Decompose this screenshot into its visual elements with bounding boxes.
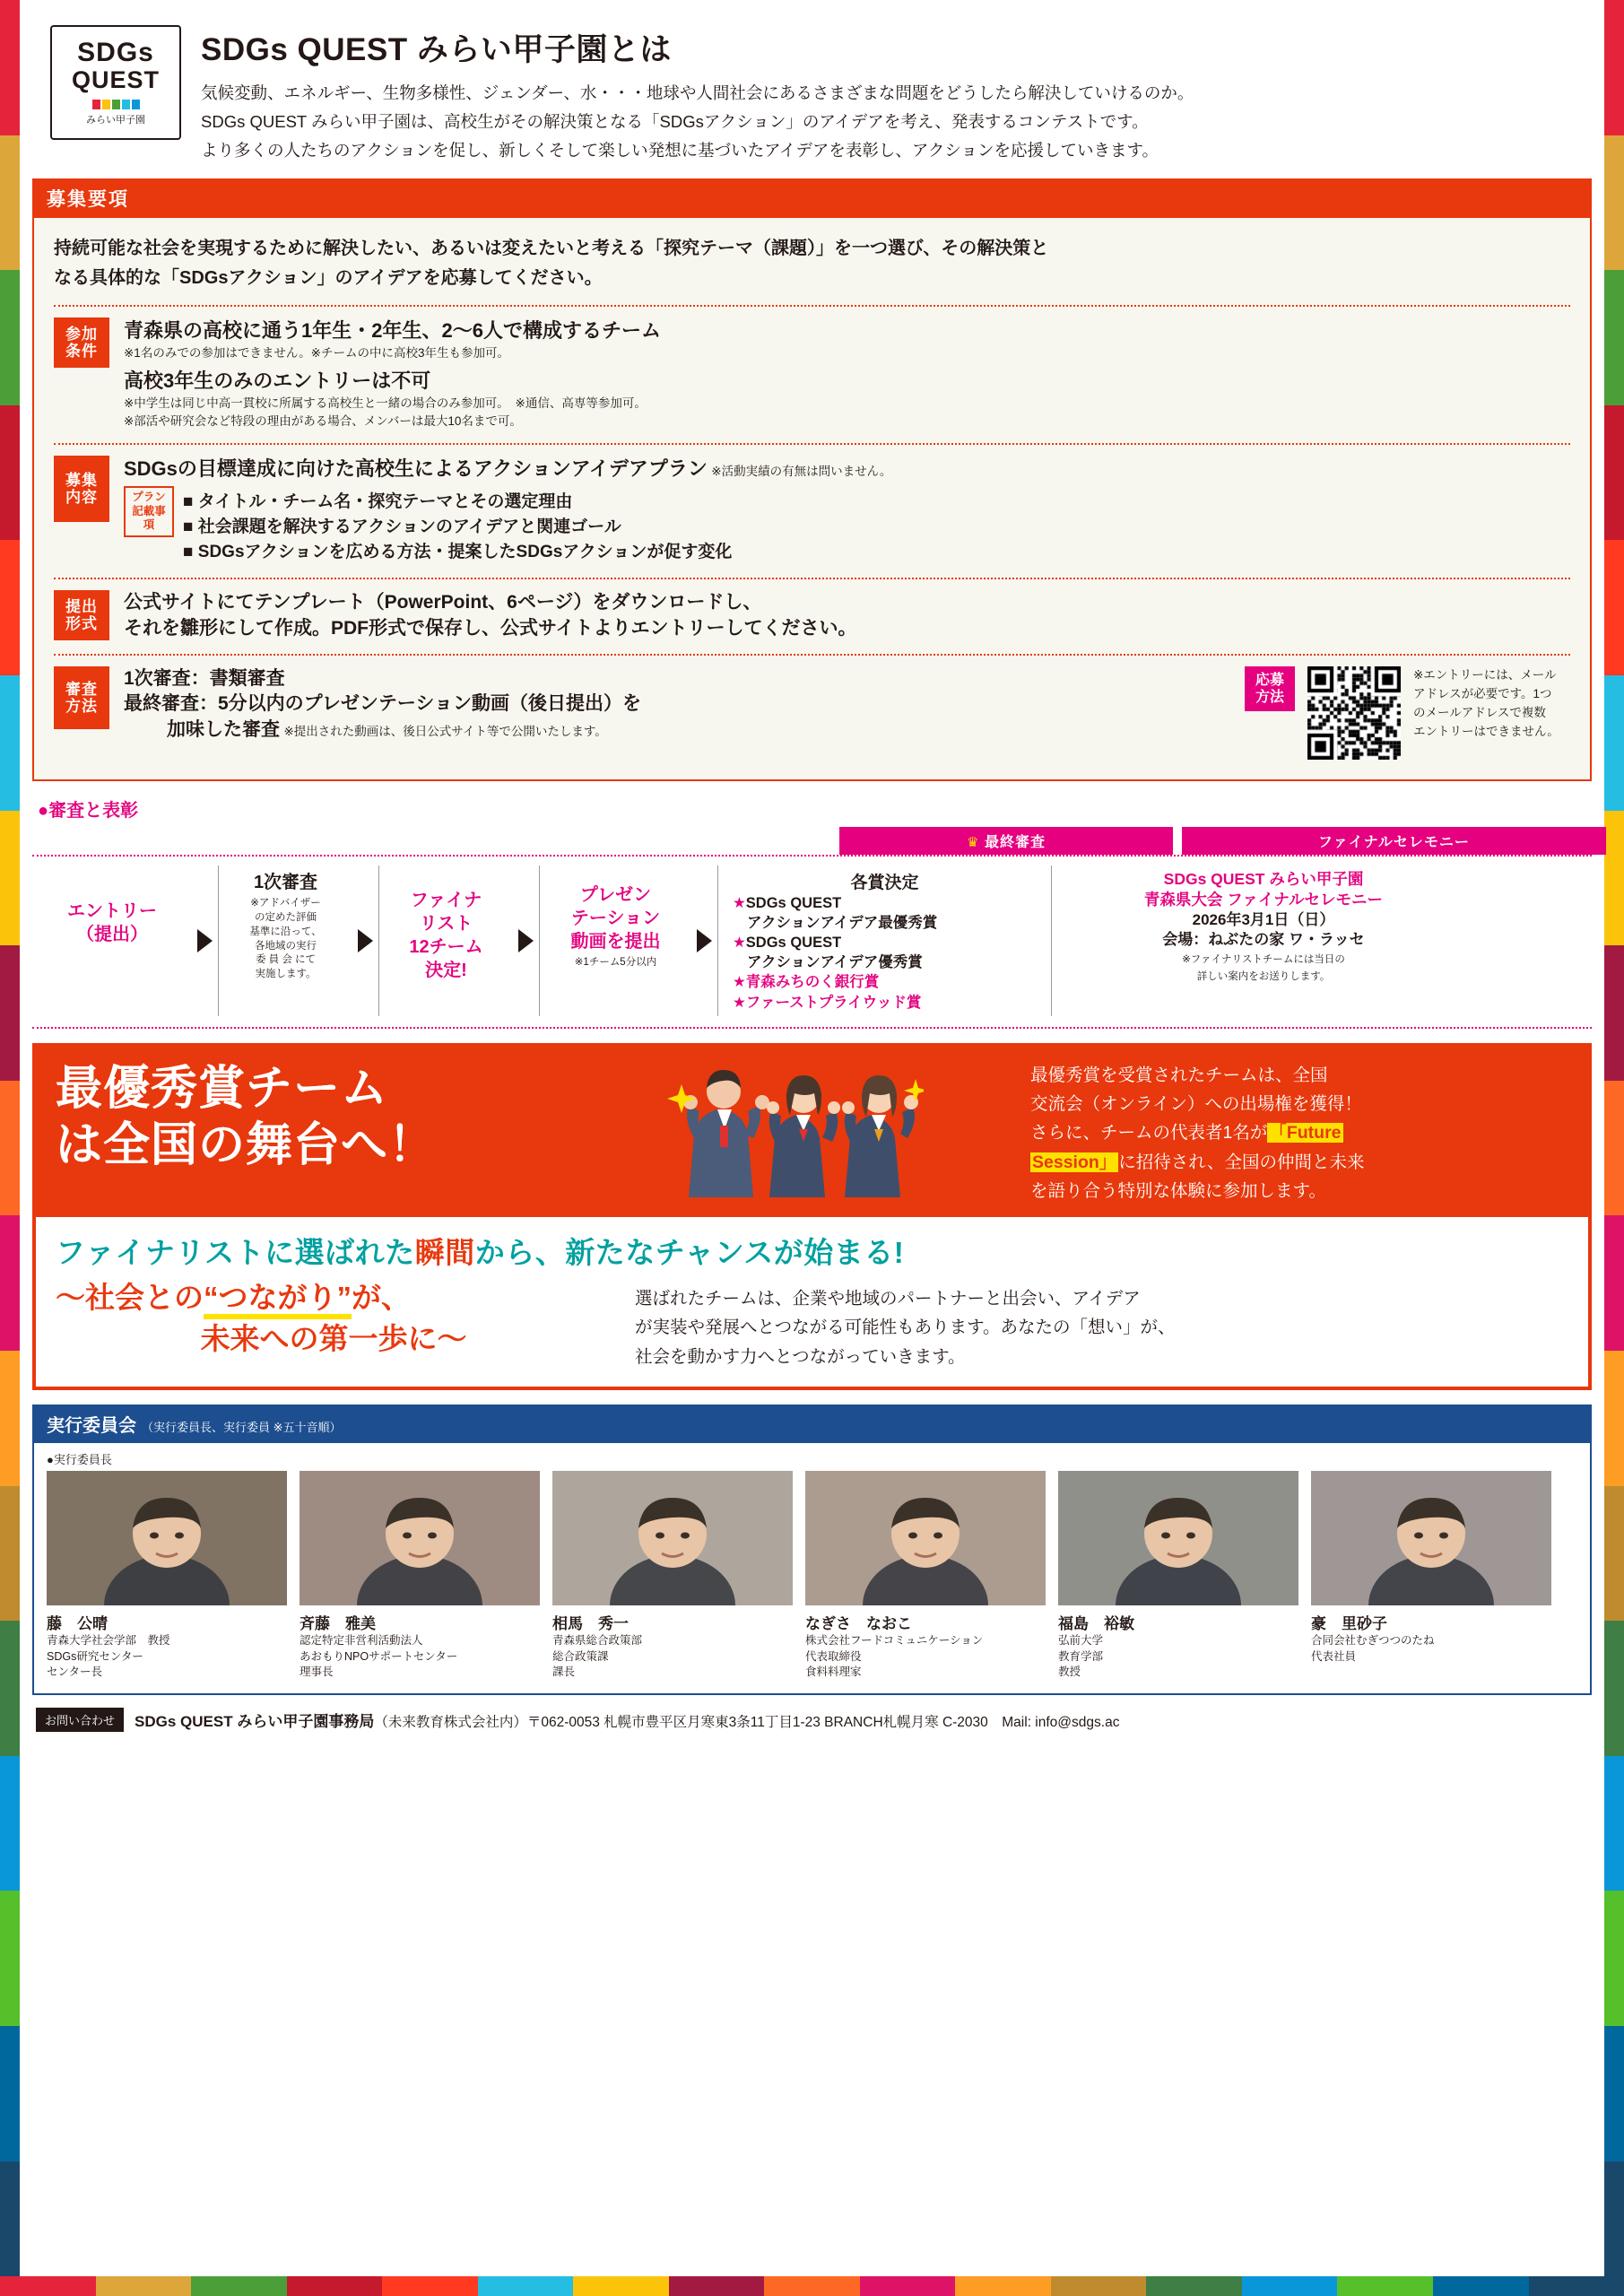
logo-color-bar (132, 100, 140, 109)
judging-line-2: 最終審査：5分以内のプレゼンテーション動画（後日提出）を (124, 693, 641, 715)
divider-dotted-4 (54, 654, 1570, 656)
committee-member-title (47, 1633, 287, 1681)
footer-address: （未来教育株式会社内）〒062-0053 札幌市豊平区月寒東3条11丁目1-23 BRANCH札幌月寒 C-2030 Mail: info@sdgs.ac (374, 1715, 1120, 1730)
committee-member-title-line: 教授 (1058, 1665, 1081, 1679)
logo-sdgs-text: SDGs (77, 38, 154, 68)
color-block (1604, 1621, 1624, 1756)
color-block (0, 405, 20, 541)
avatar (1311, 1471, 1551, 1605)
participation-note-2: ※中学生は同じ中高一貫校に所属する高校生と一緒の場合のみ参加可。 ※通信、高専等参加可。 (124, 396, 647, 410)
tag-content (54, 456, 109, 522)
committee-member-name: 相馬 秀一 (552, 1614, 629, 1632)
flow-step-entry-line-2: （提出） (76, 925, 148, 945)
note-line: 各地域の実行 (255, 940, 317, 952)
application-method-tag (1245, 666, 1295, 711)
color-block (0, 540, 20, 675)
tag-format (54, 590, 109, 640)
color-block (0, 1351, 20, 1486)
committee-member-name: 斉藤 雅美 (300, 1614, 376, 1632)
promo-bottom-headline-emphasis: 瞬間 (414, 1235, 475, 1269)
content-bullet-list (183, 490, 732, 565)
row-participation (54, 317, 1570, 430)
color-block (1604, 945, 1624, 1081)
award-item-label: 青森みちのく銀行賞 (745, 974, 880, 991)
award-item-sublabel: アクションアイデア優秀賞 (747, 954, 923, 971)
flow-step-finalists-line-4: 決定! (425, 961, 467, 981)
requirements-lead (54, 234, 1570, 292)
flow-step-presentation (539, 865, 691, 1016)
award-item (733, 893, 1042, 933)
color-block (1604, 270, 1624, 405)
star-icon: ★ (733, 935, 746, 952)
avatar (47, 1471, 287, 1605)
color-block (1604, 540, 1624, 675)
committee-member-title-line: 理事長 (300, 1665, 334, 1679)
flow-step-first-screening-note (226, 897, 345, 982)
committee-member-title-line: 食料料理家 (805, 1665, 862, 1679)
content-head: SDGsの目標達成に向けた高校生によるアクションアイデアプラン (124, 457, 708, 481)
divider-dotted-2 (54, 443, 1570, 445)
color-block (0, 1891, 20, 2026)
arrow-icon (197, 929, 213, 952)
arrow-icon (697, 929, 712, 952)
avatar (1058, 1471, 1298, 1605)
flow-step-presentation-line-2: テーション (570, 909, 661, 929)
footer-contact-text (135, 1709, 1119, 1731)
color-block (0, 675, 20, 811)
flow-step-finalists-line-1: ファイナ (410, 891, 482, 911)
row-content (54, 456, 1570, 565)
qr-note-line-1: ※エントリーには、メール (1413, 668, 1557, 683)
committee-member-title-line: 青森県総合政策部 (552, 1633, 643, 1647)
header-desc-line-2: SDGs QUEST みらい甲子園は、高校生がその解決策となる「SDGsアクション」のアイデアを考え、発表するコンテストです。 (201, 111, 1149, 131)
note-line: 実施します。 (255, 969, 317, 980)
color-block (0, 1756, 20, 1892)
ceremony-line-2: 青森県大会 ファイナルセレモニー (1143, 890, 1384, 909)
color-block (0, 1215, 20, 1351)
awards-list (727, 893, 1042, 1013)
color-block (1604, 1486, 1624, 1622)
color-block (1604, 1891, 1624, 2026)
committee-member-title (1311, 1633, 1551, 1665)
tag-judging-line-1: 審査 (65, 680, 98, 698)
color-block (0, 1621, 20, 1756)
logo-color-bar (112, 100, 120, 109)
color-block (1604, 405, 1624, 541)
logo (50, 25, 181, 140)
color-block (0, 0, 20, 135)
color-block (0, 945, 20, 1081)
color-block (1604, 811, 1624, 946)
committee-member-title-line: 課長 (552, 1665, 576, 1679)
header (32, 0, 1592, 178)
promo-bottom-headline (56, 1230, 1568, 1272)
committee-member (552, 1471, 793, 1681)
requirements-lead-line-2: なる具体的な「SDGsアクション」のアイデアを応募してください。 (54, 267, 603, 288)
ceremony-note-2: 詳しい案内をお送りします。 (1196, 970, 1331, 982)
committee-member-title-line: 弘前大学 (1058, 1633, 1104, 1647)
award-item-label: SDGs QUEST (745, 935, 842, 952)
qr-note-line-3: のメールアドレスで複数 (1413, 705, 1546, 719)
committee-chair-label: ●実行委員長 (47, 1452, 112, 1466)
list-item: ■ SDGsアクションを広める方法・提案したSDGsアクションが促す変化 (183, 540, 732, 565)
divider-dotted (54, 305, 1570, 307)
promo-subhead-underlined: “つながり” (204, 1281, 352, 1319)
promo-bottom (36, 1217, 1588, 1387)
list-item: ■ 社会課題を解決するアクションのアイデアと関連ゴール (183, 515, 732, 540)
committee-subtitle: （実行委員長、実行委員 ※五十音順） (142, 1420, 342, 1434)
promo-bottom-subhead-line-2: 未来への第一歩に〜 (200, 1321, 467, 1355)
committee-member (47, 1471, 287, 1681)
note-line: ※アドバイザー (250, 898, 321, 909)
committee-member-title-line: 合同会社むぎつつのたね (1311, 1633, 1435, 1647)
application-method-line-2: 方法 (1255, 690, 1284, 706)
star-icon: ★ (733, 974, 746, 991)
row-judging-method (54, 666, 1570, 760)
committee-member-name: 藤 公晴 (47, 1614, 108, 1632)
committee-member-title-line: センター長 (47, 1665, 103, 1679)
color-block (1604, 0, 1624, 135)
color-block (1604, 1351, 1624, 1486)
application-method-line-1: 応募 (1255, 673, 1284, 689)
promo-subhead-a: 〜社会との (56, 1280, 204, 1314)
promo-right-line-2: 交流会（オンライン）への出場権を獲得！ (1030, 1094, 1362, 1115)
committee-members (47, 1471, 1577, 1681)
ceremony-block (1051, 865, 1475, 1016)
promo-bottom-headline-c: から、新たなチャンスが始まる! (474, 1235, 905, 1269)
committee-member-title (1058, 1633, 1298, 1681)
committee-member (1058, 1471, 1298, 1681)
contact-tag: お問い合わせ (36, 1708, 124, 1732)
requirements-lead-line-1: 持続可能な社会を実現するために解決したい、あるいは変えたいと考える「探究テーマ（課題）」を一つ選び、その解決策と (54, 239, 1049, 259)
color-block (1604, 1081, 1624, 1216)
arrow-icon (518, 929, 534, 952)
promo-bottom-body (56, 1277, 1568, 1372)
color-block (0, 811, 20, 946)
committee-body (32, 1443, 1592, 1695)
flow-step-first-screening-label: 1次審査 (253, 873, 318, 893)
flow-step-first-screening (218, 865, 352, 1016)
plan-items-tag-line-2: 記載事項 (132, 504, 166, 532)
tag-content-line-2: 内容 (65, 489, 98, 507)
tag-format-line-2: 形式 (65, 615, 98, 633)
row-content-body (124, 456, 1570, 565)
committee-member-title-line: 認定特定非営利活動法人 (300, 1633, 423, 1647)
tag-format-line-1: 提出 (65, 597, 98, 615)
judging-flow (32, 855, 1592, 1029)
award-item (733, 993, 1042, 1013)
participation-head-1: 青森県の高校に通う1年生・2年生、2〜6人で構成するチーム (124, 319, 661, 343)
committee-member (300, 1471, 540, 1681)
plan-items-tag-line-1: プラン (132, 491, 166, 504)
logo-quest-text: QUEST (71, 65, 160, 93)
committee-member-title-line: 代表社員 (1311, 1649, 1357, 1663)
color-block (1604, 2026, 1624, 2161)
qr-note-line-4: エントリーはできません。 (1413, 724, 1559, 738)
color-block (0, 135, 20, 271)
list-item: ■ タイトル・チーム名・探究テーマとその選定理由 (183, 490, 732, 515)
committee-member-title-line: SDGs研究センター (47, 1649, 143, 1663)
header-text (201, 25, 1574, 164)
color-block (0, 1486, 20, 1622)
flow-step-entry-line-1: エントリー (67, 901, 157, 922)
committee-member (805, 1471, 1046, 1681)
arrow-icon (358, 929, 373, 952)
color-block (1604, 1215, 1624, 1351)
promo-right-line-4-highlight: Session」 (1032, 1152, 1117, 1172)
promo-bottom-headline-a: ファイナリストに選ばれた (56, 1235, 415, 1269)
tag-participation-line-2: 条件 (65, 343, 98, 361)
content-head-wrap (124, 456, 1570, 483)
judging-line-3-note: ※提出された動画は、後日公式サイト等で公開いたします。 (283, 724, 607, 738)
promo-bottom-subhead-line-1 (56, 1277, 612, 1318)
committee-member-title (552, 1633, 793, 1681)
awards-block (717, 865, 1051, 1016)
judging-tabs (839, 827, 1606, 855)
flow-step-presentation-line-1: プレゼン (579, 885, 652, 906)
avatar (300, 1471, 540, 1605)
color-block (1604, 135, 1624, 271)
committee-title: 実行委員会 (47, 1415, 136, 1436)
row-format (54, 590, 1570, 641)
promo-paragraph-line-1: 選ばれたチームは、企業や地域のパートナーと出会い、アイデア (635, 1288, 1141, 1309)
promo-subhead-c: が、 (352, 1280, 411, 1314)
committee-member-title-line: 株式会社フードコミュニケーション (805, 1633, 984, 1647)
promo-headline-2: は全国の舞台へ！ (56, 1119, 437, 1172)
avatar (552, 1471, 793, 1605)
row-participation-body (124, 317, 1570, 430)
committee-member-title-line: 青森大学社会学部 教授 (47, 1633, 170, 1647)
tab-final-judging-label: 最終審査 (984, 835, 1046, 851)
application-qr-area (1245, 666, 1570, 760)
star-icon: ★ (733, 895, 746, 912)
committee-member (1311, 1471, 1551, 1681)
footer-org-name: SDGs QUEST みらい甲子園事務局 (135, 1713, 375, 1730)
row-judging-body (124, 666, 1230, 743)
logo-color-bar (92, 100, 100, 109)
promo-right-line-4-b: に招待され、全国の仲間と未来 (1118, 1152, 1365, 1172)
judging-line-3-wrap (124, 718, 1230, 743)
judging-line-3: 加味した審査 (167, 718, 280, 740)
committee-member-title-line: あおもりNPOサポートセンター (300, 1649, 458, 1663)
avatar (805, 1471, 1046, 1605)
tag-content-line-1: 募集 (65, 471, 98, 489)
note-line: の定めた評価 (255, 911, 317, 923)
logo-color-bar (102, 100, 110, 109)
requirements-box (32, 218, 1592, 781)
color-block (0, 1081, 20, 1216)
participation-note-1: ※1名のみでの参加はできません。※チームの中に高校3年生も参加可。 (124, 345, 509, 360)
flow-step-entry (32, 865, 192, 1016)
sdg-color-strip-right (1604, 0, 1624, 2296)
promo-right-line-1: 最優秀賞を受賞されたチームは、全国 (1030, 1065, 1328, 1085)
crown-icon: ♛ (967, 835, 980, 851)
page-title: SDGs QUEST みらい甲子園とは (201, 32, 672, 67)
promo-right-text (1030, 1061, 1568, 1206)
committee-heading (32, 1405, 1592, 1443)
color-block (1604, 1756, 1624, 1892)
promo-right-line-3-highlight: 「Future (1269, 1123, 1342, 1144)
award-item-sublabel: アクションアイデア最優秀賞 (747, 915, 938, 932)
sdg-color-strip-left (0, 0, 20, 2296)
ceremony-line-1: SDGs QUEST みらい甲子園 (1163, 870, 1364, 889)
committee-member-name: 豪 里砂子 (1311, 1614, 1387, 1632)
award-item (733, 972, 1042, 992)
participation-head-2: 高校3年生のみのエントリーは不可 (124, 370, 431, 393)
color-block (0, 270, 20, 405)
qr-note (1413, 666, 1570, 742)
awards-heading: 各賞決定 (850, 874, 919, 893)
promo-right-line-3 (1030, 1118, 1568, 1147)
row-format-body (124, 590, 1570, 641)
color-block (0, 2026, 20, 2161)
tag-participation-line-1: 参加 (65, 325, 98, 343)
format-line-2: それを雛形にして作成。PDF形式で保存し、公式サイトよりエントリーしてください。 (124, 617, 857, 639)
page-content (20, 0, 1604, 2296)
tag-judging-line-2: 方法 (65, 698, 98, 716)
logo-color-bar (122, 100, 130, 109)
students-illustration (664, 1056, 924, 1204)
committee-section (32, 1405, 1592, 1695)
award-item-label: SDGs QUEST (745, 895, 842, 912)
tag-judging (54, 666, 109, 729)
ceremony-venue: 会場：ねぶたの家 ワ・ラッセ (1162, 931, 1365, 949)
promo-top (36, 1047, 1588, 1217)
content-bullets-wrap (124, 486, 1570, 565)
judging-section-heading: ●審査と表彰 (38, 801, 139, 822)
logo-subtitle: みらい甲子園 (86, 114, 145, 126)
note-line: 委 員 会 にて (255, 954, 317, 966)
flow-step-presentation-line-3: 動画を提出 (570, 932, 661, 952)
requirements-section-title: 募集要項 (32, 178, 1592, 218)
flow-step-finalists-line-2: リスト (419, 914, 473, 935)
promo-right-line-4 (1030, 1148, 1568, 1177)
committee-member-title (805, 1633, 1046, 1681)
ceremony-date: 2026年3月1日（日） (1192, 910, 1335, 928)
judging-flow-row (32, 865, 1592, 1016)
promo-bottom-subhead (56, 1277, 612, 1360)
judging-line-1: 1次審査：書類審査 (124, 668, 285, 690)
flow-step-finalists-line-3: 12チーム (409, 937, 483, 958)
committee-member-name: 福島 裕敏 (1058, 1614, 1134, 1632)
qr-note-line-2: アドレスが必要です。1つ (1413, 686, 1552, 700)
qr-code-icon[interactable] (1307, 666, 1401, 760)
tab-final-ceremony: ファイナルセレモニー (1182, 827, 1606, 855)
tag-participation (54, 317, 109, 368)
note-line: 基準に沿って、 (249, 926, 322, 937)
flow-step-finalists (378, 865, 513, 1016)
promo-box (32, 1043, 1592, 1390)
committee-member-title-line: 代表取締役 (805, 1649, 862, 1663)
star-icon: ★ (733, 994, 746, 1011)
promo-right-line-5: を語り合う特別な体験に参加します。 (1030, 1181, 1326, 1202)
award-item (733, 933, 1042, 972)
committee-member-title-line: 総合政策課 (552, 1649, 609, 1663)
header-description (201, 79, 1574, 164)
ceremony-note-1: ※ファイナリストチームには当日の (1182, 954, 1345, 966)
promo-right-line-3-a: さらに、チームの代表者1名が (1030, 1123, 1268, 1144)
committee-member-title-line: 教育学部 (1058, 1649, 1104, 1663)
award-item-label: ファーストプライウッド賞 (745, 994, 922, 1011)
format-line-1: 公式サイトにてテンプレート（PowerPoint、6ページ）をダウンロードし、 (124, 592, 762, 613)
committee-member-title (300, 1633, 540, 1681)
footer (32, 1708, 1592, 1743)
content-head-note: ※活動実績の有無は問いません。 (711, 465, 892, 479)
divider-dotted-3 (54, 578, 1570, 579)
promo-headline-1: 最優秀賞チーム (56, 1062, 389, 1115)
flow-step-presentation-note: ※1チーム5分以内 (574, 957, 657, 969)
promo-paragraph-line-2: が実装や発展へとつながる可能性もあります。あなたの「想い」が、 (635, 1318, 1176, 1338)
promo-paragraph (635, 1277, 1176, 1372)
plan-items-tag (124, 486, 174, 537)
header-desc-line-3: より多くの人たちのアクションを促し、新しくそして楽しい発想に基づいたアイデアを表彰し、アクションを応援していきます。 (201, 140, 1159, 160)
color-block (1604, 675, 1624, 811)
committee-member-name: なぎさ なおこ (805, 1614, 912, 1632)
promo-paragraph-line-3: 社会を動かす力へとつながっていきます。 (635, 1347, 966, 1367)
logo-color-bars (92, 100, 140, 109)
header-desc-line-1: 気候変動、エネルギー、生物多様性、ジェンダー、水・・・地球や人間社会にあるさまざまな問題をどうしたら解決していけるのか。 (201, 83, 1194, 102)
tab-final-judging (839, 827, 1173, 855)
participation-note-3: ※部活や研究会など特段の理由がある場合、メンバーは最大10名まで可。 (124, 414, 522, 429)
